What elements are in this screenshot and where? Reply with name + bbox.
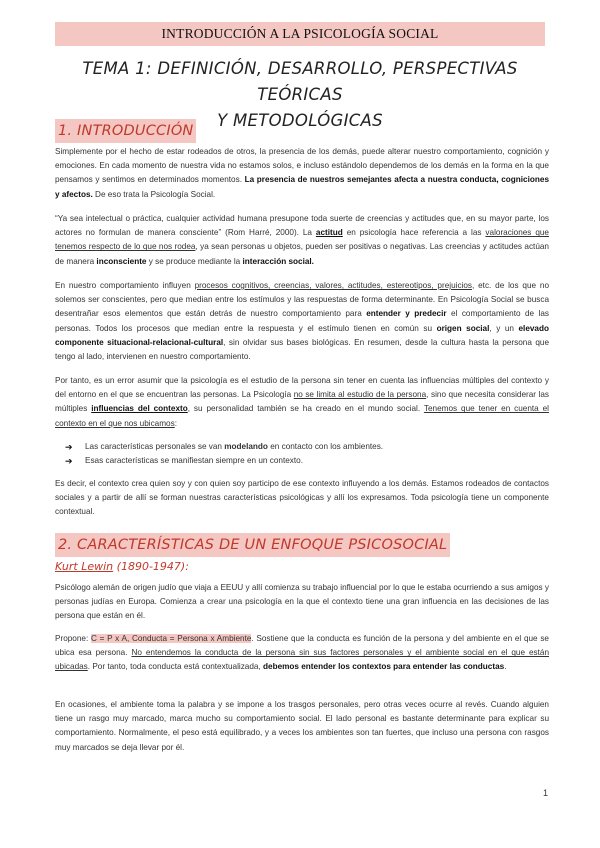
topic-title-line-2: Y METODOLÓGICAS	[217, 111, 383, 130]
bold-text: inconsciente	[96, 256, 147, 266]
bold-text: origen social	[436, 323, 490, 333]
bold-text: entender y predecir	[366, 309, 447, 319]
text-run: “Ya sea intelectual o práctica, cualquier actividad humana presupone toda suerte de creencias y actitudes que, en su mayor parte, los actores no formulan de manera consciente” (Rom Harré, 2000). La	[55, 214, 549, 238]
bold-text: modelando	[224, 442, 268, 451]
list-item-text	[85, 440, 383, 454]
text-run: .	[504, 662, 507, 672]
text-run: En nuestro comportamiento influyen	[55, 281, 195, 290]
underlined-text: procesos cognitivos, creencias, valores, actitudes, estereotipos, prejuicios	[194, 281, 473, 290]
text-run: . Sostiene que la conducta es función de la persona y del ambiente en el que se ubica esa persona.	[55, 634, 549, 658]
list-item-text: Esas características se manifiestan siempre en un contexto.	[85, 456, 303, 466]
course-title-banner: INTRODUCCIÓN A LA PSICOLOGÍA SOCIAL	[55, 22, 545, 46]
text-run: , ya sean personas u objetos, pueden ser positivas o negativas. Las creencias y actitudes actúan de manera	[55, 242, 549, 266]
subheading-years: (1890-1947):	[113, 560, 189, 573]
bold-text: elevado componente situacional-relacional-cultural	[55, 323, 549, 347]
text-run: Por tanto, es un error asumir que la psicología es el estudio de la persona sin tener en cuenta las influencias múltiples del contexto y del entorno en el que se encuentran las personas. La Psicología	[55, 376, 549, 400]
bold-underlined-text: influencias del contexto	[91, 404, 188, 414]
text-run: , sino que necesita considerar las múltiples	[55, 390, 550, 414]
paragraph-lewin-1: Psicólogo alemán de origen judío que viaja a EEUU y allí comienza su trabajo influencial por lo que le estaba ocurriendo a sus amigos y personas judías en Europa. Comienza a crear una psicología en la que el contexto tiene una gran influencia en las decisiones de las persona que están en él.	[55, 583, 549, 621]
text-run: . Por tanto, toda conducta está contextualizada,	[87, 662, 264, 672]
bold-text: interacción social.	[242, 256, 314, 266]
section-heading-introduccion: 1. INTRODUCCIÓN	[55, 119, 196, 143]
text-run: De eso trata la Psicología Social.	[92, 189, 216, 199]
text-run: :	[174, 418, 177, 428]
paragraph-intro-3	[55, 279, 549, 364]
paragraph-intro-5: Es decir, el contexto crea quien soy y con quien soy participo de ese contexto influyendo a los demás. Estamos rodeados de contactos sociales y a partir de allí se forman nuestras características psicológicas y allí los expresamos. Toda psicología tiene un componente contextual.	[55, 479, 549, 517]
paragraph-lewin-3: En ocasiones, el ambiente toma la palabra y se impone a los trasgos personales, pero otras veces ocurre al revés. Cuando alguien tiene un rasgo muy marcado, marca mucho su comportamiento social. El lado personal es bastante determinante para explicar su comportamiento. Normalmente, el peso está equilibrado, y a veces los ambientes son tan fuertes, que incluso una persona con rasgos muy marcados se deja llevar por él.	[55, 700, 549, 752]
section-heading-caracteristicas: 2. CARACTERÍSTICAS DE UN ENFOQUE PSICOSOCIAL	[55, 533, 450, 557]
arrow-right-icon: ➔	[65, 456, 73, 467]
bold-text: debemos entender los contextos para entender las conductas	[263, 662, 505, 672]
text-run: Las características personales se van	[85, 442, 225, 451]
text-run: Simplemente por el hecho de estar rodeados de otros, la presencia de los demás, puede alterar nuestro comportamiento, cognición y emociones. En cada momento de nuestra vida no estamos solos, e incluso estándolo dependemos de los demás en la forma en la que pensamos y sentimos en determinados momentos.	[55, 147, 549, 185]
bold-underlined-text: actitud	[315, 228, 343, 238]
text-run: en psicología hace referencia a las	[342, 228, 486, 238]
subheading-name: Kurt Lewin	[55, 560, 114, 573]
text-run: , y un	[489, 323, 519, 333]
arrow-right-icon: ➔	[65, 442, 73, 452]
list-item	[65, 440, 545, 454]
bold-text: La presencia de nuestros semejantes afecta a nuestra conducta, cogniciones y afectos.	[55, 175, 549, 199]
list-item	[65, 454, 545, 468]
underlined-text: no se limita al estudio de la persona	[293, 390, 427, 400]
paragraph-intro-2	[55, 212, 549, 269]
text-run: , etc. de los que no solemos ser conscientes, pero que median entre los estímulos y las respuestas de forma determinante. En Psicología Social se busca desentrañar esos elementos que están detrás de nuestro comportamiento para	[55, 281, 550, 319]
highlighted-formula: C = P x A, Conducta = Persona x Ambiente	[90, 634, 252, 643]
paragraph-lewin-2	[55, 632, 549, 675]
topic-title-line-1: TEMA 1: DEFINICIÓN, DESARROLLO, PERSPECTIVAS TEÓRICAS	[82, 59, 518, 104]
underlined-text: No entendemos la conducta de la persona sin sus factores personales y el ambiente social en el que están ubicadas	[55, 648, 550, 672]
text-run: , su personalidad también se ha creado en el mundo social.	[187, 404, 424, 414]
page-number: 1	[542, 788, 548, 798]
text-run: y se produce mediante la	[146, 256, 243, 266]
text-run: en contacto con los ambientes.	[267, 442, 384, 451]
paragraph-intro-1	[55, 145, 549, 202]
underlined-text: valoraciones que tenemos respecto de lo que nos rodea	[55, 228, 549, 252]
paragraph-intro-4	[55, 374, 549, 431]
text-run: , sin olvidar sus bases biológicas. En resumen, desde la cultura hasta la persona que tengo al lado, intervienen en nuestro comportamiento.	[55, 337, 550, 362]
subheading-kurt-lewin	[55, 560, 189, 573]
underlined-text: Tenemos que tener en cuenta el contexto en el que nos ubicamos	[55, 404, 549, 428]
context-bullet-list	[65, 440, 545, 468]
text-run: el comportamiento de las personas. Todos los procesos que median entre la respuesta y el estímulo tienen en común su	[55, 309, 550, 333]
text-run: Propone:	[55, 634, 91, 643]
